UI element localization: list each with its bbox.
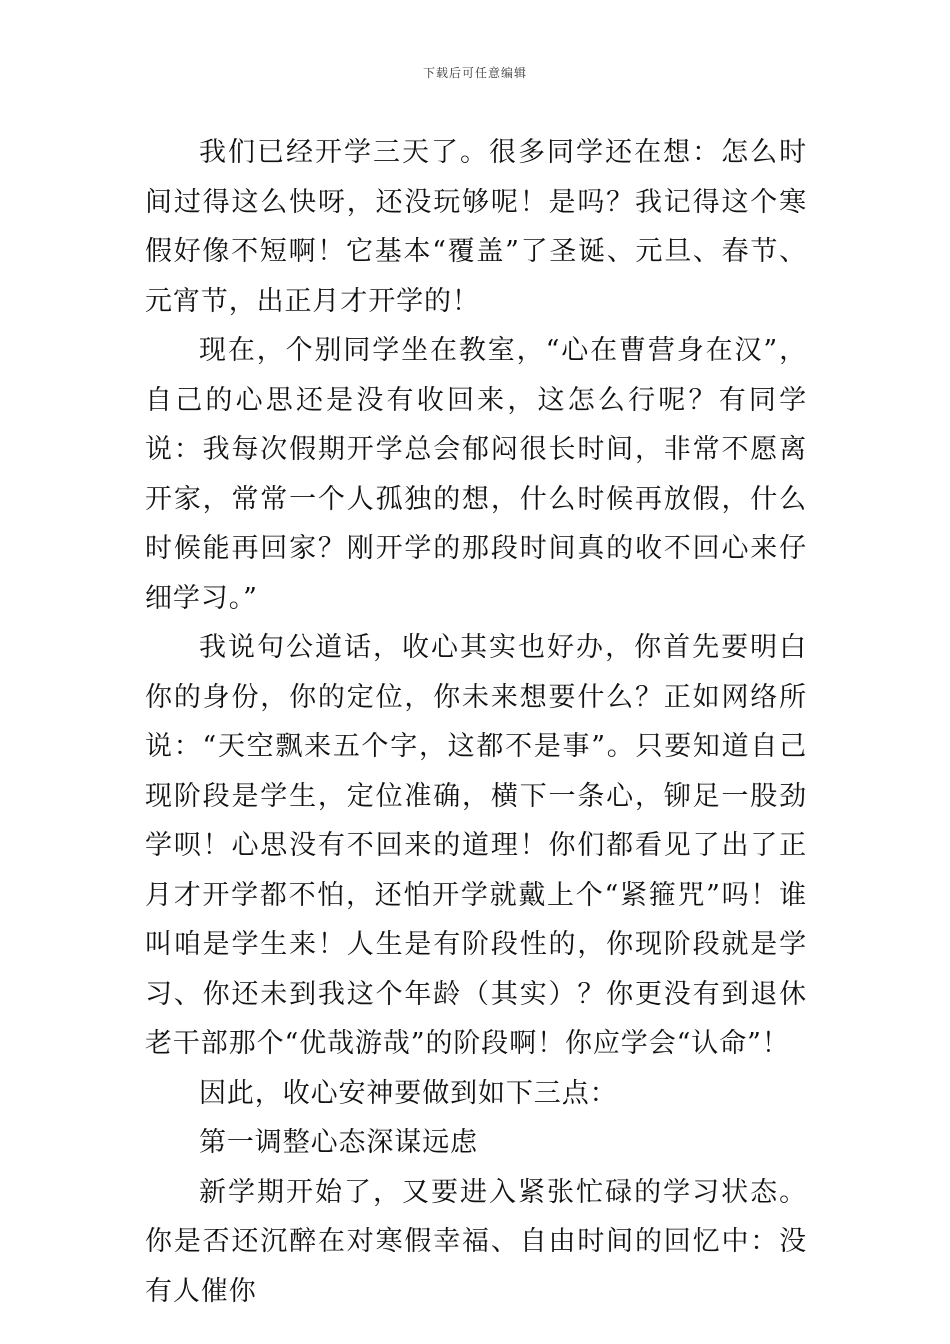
header-note: 下载后可任意编辑 [422, 66, 527, 80]
paragraph-2: 现在，个别同学坐在教室，“心在曹营身在汉”，自己的心思还是没有收回来，这怎么行呢？有同学说：我每次假期开学总会郁闷很长时间，非常不愿离开家，常常一个人孤独的想，什么时候再放假，什么时候能再回家？刚开学的那段时间真的收不回心来仔细学习。” [145, 335, 807, 614]
section-heading: 第一调整心态深谋远虑 [199, 1127, 478, 1158]
paragraph-1: 我们已经开学三天了。很多同学还在想：怎么时间过得这么快呀，还没玩够呢！是吗？我记得这个寒假好像不短啊！它基本“覆盖”了圣诞、元旦、春节、元宵节，出正月才开学的！ [145, 137, 807, 317]
document-body [145, 128, 807, 1316]
paragraph-3: 我说句公道话，收心其实也好办，你首先要明白你的身份，你的定位，你未来想要什么？正如网络所说：“天空飘来五个字，这都不是事”。只要知道自己现阶段是学生，定位准确，横下一条心，铆足一股劲学呗！心思没有不回来的道理！你们都看见了出了正月才开学都不怕，还怕开学就戴上个“紧箍咒”吗！谁叫咱是学生来！人生是有阶段性的，你现阶段就是学习、你还未到我这个年龄（其实）？你更没有到退休老干部那个“优哉游哉”的阶段啊！你应学会“认命”！ [145, 632, 807, 1059]
paragraph-4: 因此，收心安神要做到如下三点： [199, 1077, 618, 1109]
paragraph-5: 新学期开始了，又要进入紧张忙碌的学习状态。你是否还沉醉在对寒假幸福、自由时间的回忆中：没有人催你 [145, 1176, 807, 1307]
